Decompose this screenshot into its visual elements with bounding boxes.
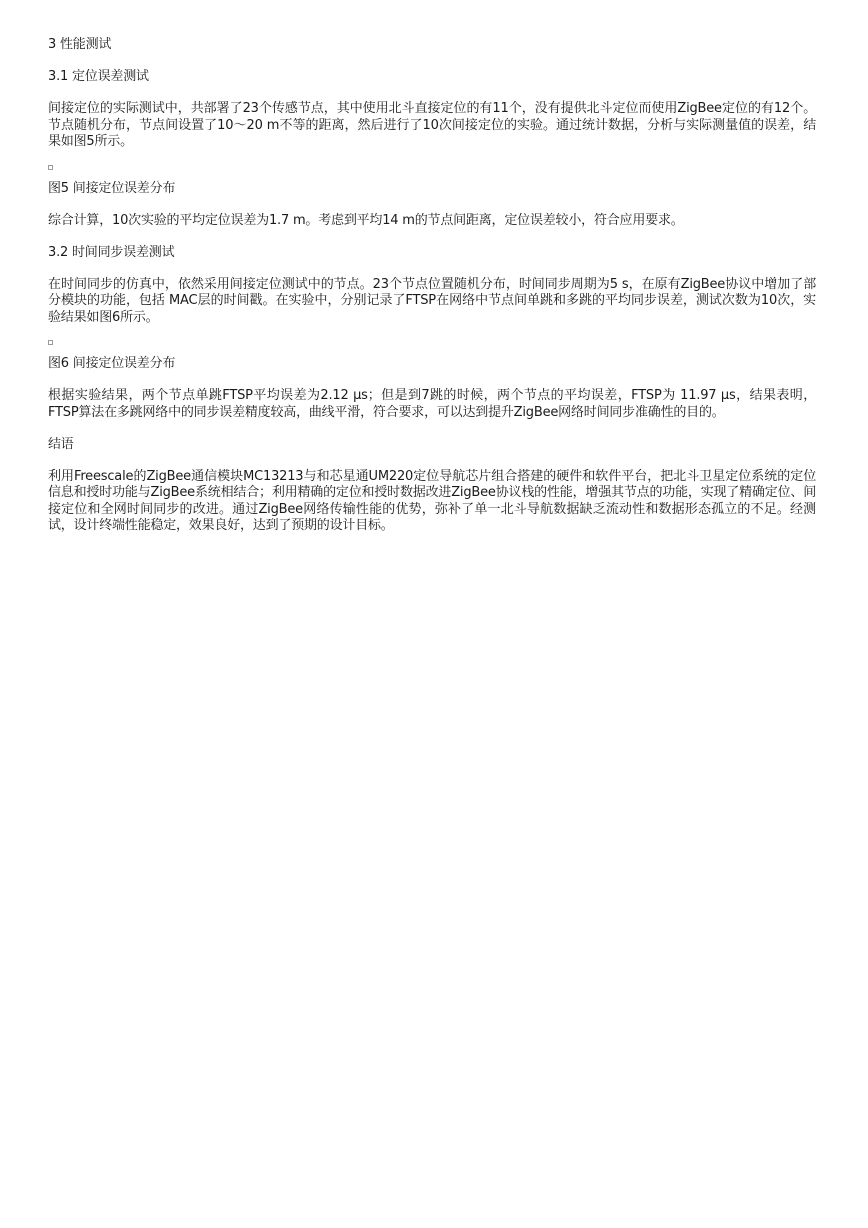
conclusion-paragraph: 利用Freescale的ZigBee通信模块MC13213与和芯星通UM220定位导航芯片组合搭建的硬件和软件平台，把北斗卫星定位系统的定位信息和授时功能与ZigBee系统相结合；利用精确的定位和授时数据改进ZigBee协议栈的性能，增强其节点的功能，实现了精确定位、间接定位和全网时间同步的改进。通过ZigBee网络传输性能的优势，弥补了单一北斗导航数据缺乏流动性和数据形态孤立的不足。经测试，设计终端性能稳定，效果良好，达到了预期的设计目标。 bbox=[48, 468, 816, 533]
figure-6-image bbox=[48, 338, 816, 347]
conclusion-heading: 结语 bbox=[48, 436, 74, 452]
broken-image-icon bbox=[48, 340, 53, 345]
section-3-2-paragraph-1: 在时间同步的仿真中，依然采用间接定位测试中的节点。23个节点位置随机分布，时间同步周期为5 s，在原有ZigBee协议中增加了部分模块的功能，包括 MAC层的时间戳。在实验中，分别记录了FTSP在网络中节点间单跳和多跳的平均同步误差，测试次数为10次，实验结果如图6所示。 bbox=[48, 276, 816, 325]
section-3-1-heading: 3.1 定位误差测试 bbox=[48, 69, 149, 84]
figure-6-caption: 图6 间接定位误差分布 bbox=[48, 356, 176, 371]
figure-5-image bbox=[48, 163, 816, 172]
figure-5-caption: 图5 间接定位误差分布 bbox=[48, 180, 176, 196]
section-3-1-paragraph-2: 综合计算，10次实验的平均定位误差为1.7 m。考虑到平均14 m的节点间距离，定位误差较小，符合应用要求。 bbox=[48, 212, 684, 228]
section-3-2-heading: 3.2 时间同步误差测试 bbox=[48, 244, 175, 260]
section-3-2-paragraph-2: 根据实验结果，两个节点单跳FTSP平均误差为2.12 μs；但是到7跳的时候，两个节点的平均误差，FTSP为 11.97 μs，结果表明，FTSP算法在多跳网络中的同步误差精度较高，曲线平滑，符合要求，可以达到提升ZigBee网络时间同步准确性的目的。 bbox=[48, 388, 816, 420]
article-body bbox=[48, 37, 816, 535]
broken-image-icon bbox=[48, 165, 53, 170]
section-3-heading: 3 性能测试 bbox=[48, 37, 112, 52]
section-3-1-paragraph-1: 间接定位的实际测试中，共部署了23个传感节点，其中使用北斗直接定位的有11个，没有提供北斗定位而使用ZigBee定位的有12个。节点随机分布，节点间设置了10～20 m不等的距离，然后进行了10次间接定位的实验。通过统计数据，分析与实际测量值的误差，结果如图5所示。 bbox=[48, 101, 816, 149]
